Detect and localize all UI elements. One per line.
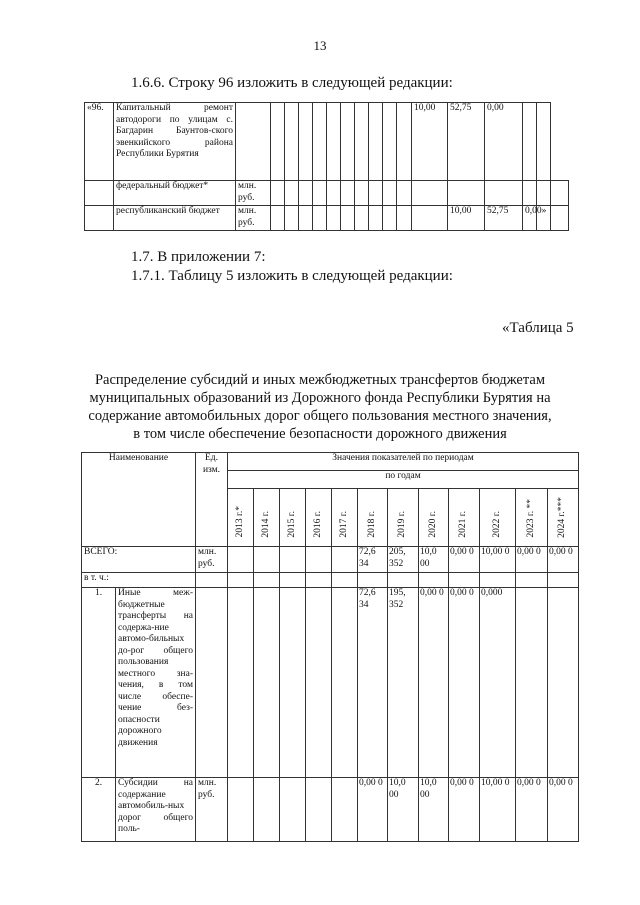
value-cell: 10,00 0	[480, 547, 516, 573]
value-cell: 0,00 0	[358, 778, 388, 842]
value-cell: 0,000	[480, 588, 516, 778]
table-row	[82, 778, 579, 842]
value-cell: 0,00 0	[449, 588, 480, 778]
value-cell: 0,00 0	[419, 588, 449, 778]
including-label: в т. ч.:	[82, 573, 196, 588]
value-cell: 52,75	[485, 206, 523, 231]
year-header: 2021 г.	[458, 510, 469, 538]
row-number: «96.	[85, 103, 114, 181]
header-values: Значения показателей по периодам	[228, 453, 579, 471]
unit-cell: млн. руб.	[196, 778, 228, 842]
header-unit: Ед. изм.	[196, 453, 228, 547]
row-name: Субсидии на содержание автомобиль-ных дорог общего поль-	[116, 778, 196, 842]
year-header: 2023 г. **	[525, 499, 536, 538]
value-cell: 0,00 0	[548, 547, 579, 573]
page-number: 13	[313, 38, 327, 53]
value-cell: 0,00 0	[516, 778, 548, 842]
value-cell: 0,00 0	[548, 778, 579, 842]
row-name: республиканский бюджет	[114, 206, 236, 231]
year-header: 2015 г.	[286, 510, 297, 538]
unit-cell: млн. руб.	[236, 181, 271, 206]
table-row	[82, 547, 579, 573]
year-header: 2019 г.	[397, 510, 408, 538]
row-name: Капитальный ремонт автодороги по улицам с. Багдарин Баунтов-ского эвенкийского района Республики Бурятия	[114, 103, 236, 181]
year-header: 2014 г.	[260, 510, 271, 538]
value-cell: 0,00 0	[449, 778, 480, 842]
unit-cell: млн. руб.	[196, 547, 228, 573]
year-header: 2018 г.	[366, 510, 377, 538]
value-cell: 0,00 0	[516, 547, 548, 573]
value-cell: 10,00	[448, 206, 485, 231]
table-title: Распределение субсидий и иных межбюджетных трансфертов бюджетам муниципальных образований из Дорожного фонда Республики Бурятия на содержание автомобильных дорог общего пользования местного значения, в том числе обеспечение безопасности дорожного движения	[88, 372, 552, 442]
header-by-years: по годам	[228, 471, 579, 489]
year-header: 2022 г.	[491, 510, 502, 538]
value-cell: 52,75	[448, 103, 485, 181]
section-1-6-6: 1.6.6. Строку 96 изложить в следующей редакции:	[131, 75, 453, 91]
year-header: 2017 г.	[338, 510, 349, 538]
year-header: 2016 г.	[312, 510, 323, 538]
value-cell: 10,00	[412, 103, 448, 181]
value-cell: 195, 352	[388, 588, 419, 778]
table-reference: «Таблица 5	[502, 320, 574, 336]
value-cell: 10,00 0	[480, 778, 516, 842]
value-cell: 72,6 34	[358, 547, 388, 573]
value-cell: 10,0 00	[388, 778, 419, 842]
row-number: 2.	[82, 778, 116, 842]
table-row	[82, 573, 579, 588]
section-1-7: 1.7. В приложении 7:	[131, 249, 266, 265]
value-cell: 0,00»	[523, 206, 537, 231]
value-cell: 0,00	[485, 103, 523, 181]
row-number: 1.	[82, 588, 116, 778]
year-header: 2013 г.*	[234, 506, 245, 538]
year-header: 2020 г.	[427, 510, 438, 538]
value-cell: 205, 352	[388, 547, 419, 573]
value-cell: 72,6 34	[358, 588, 388, 778]
value-cell: 10,0 00	[419, 547, 449, 573]
value-cell: 10,0 00	[419, 778, 449, 842]
year-header: 2024 г.***	[557, 496, 568, 538]
header-name: Наименование	[82, 453, 196, 547]
table-row	[82, 588, 579, 778]
row-name: Иные меж-бюджетные трансферты на содержа-ние автомо-бильных до-рог общего пользования местного зна-чения, в том числе обеспе-чение без-опасности дорожного движения	[116, 588, 196, 778]
unit-cell: млн. руб.	[236, 206, 271, 231]
table-row-96	[84, 102, 569, 231]
row-name: федеральный бюджет*	[114, 181, 236, 206]
value-cell: 0,00 0	[449, 547, 480, 573]
subsidies-table	[81, 452, 579, 842]
section-1-7-1: 1.7.1. Таблицу 5 изложить в следующей редакции:	[131, 268, 453, 284]
total-label: ВСЕГО:	[82, 547, 196, 573]
